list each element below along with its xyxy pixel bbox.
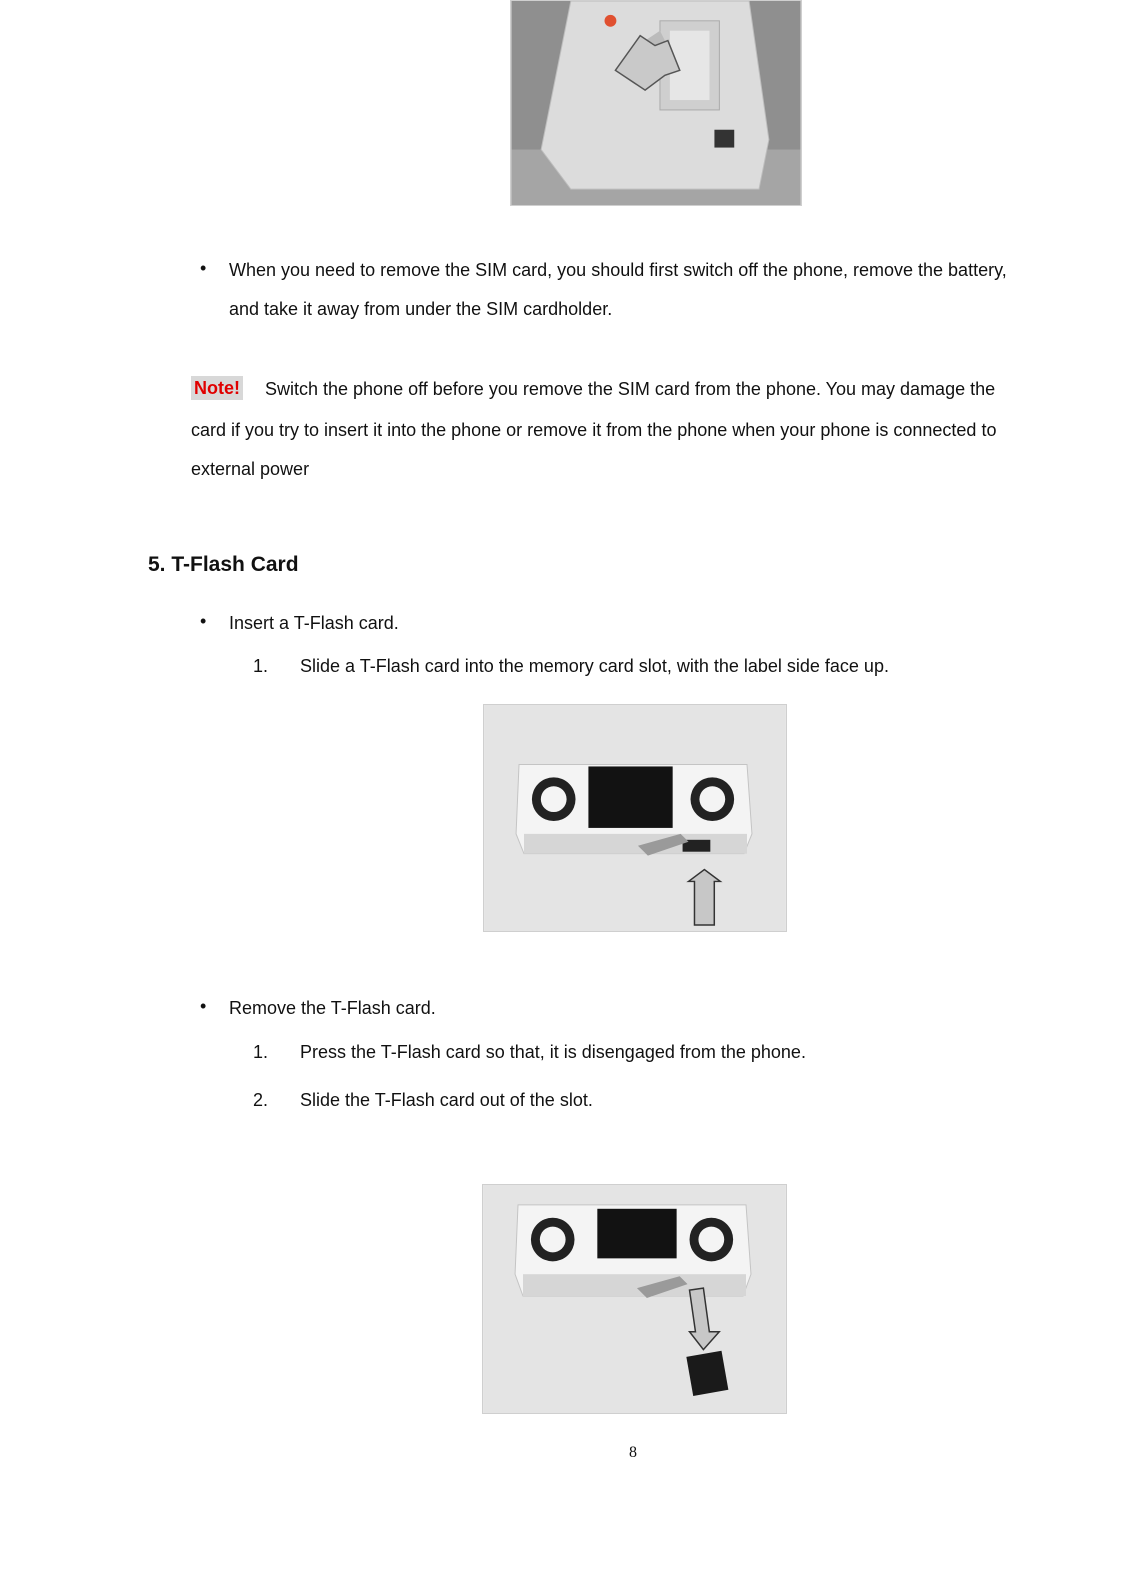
tflash-remove-illustration <box>483 1185 786 1413</box>
tflash-remove-photo <box>482 1184 787 1414</box>
bullet-dot: • <box>200 996 207 1016</box>
remove-bullet: Remove the T-Flash card. <box>229 998 436 1018</box>
note-line1: Switch the phone off before you remove the SIM card from the phone. You may damage the <box>265 379 996 399</box>
sim-remove-bullet-line1: When you need to remove the SIM card, you should first switch off the phone, remove the battery, <box>229 260 1007 280</box>
remove-step-text: Press the T-Flash card so that, it is disengaged from the phone. <box>300 1042 806 1062</box>
section-heading: 5. T-Flash Card <box>148 553 299 576</box>
remove-step-number: 1. <box>253 1042 269 1062</box>
sim-card-photo <box>510 0 802 206</box>
remove-step-number: 2. <box>253 1090 269 1110</box>
tflash-insert-illustration <box>484 705 786 931</box>
bullet-dot: • <box>200 611 207 631</box>
note-line3: external power <box>191 459 310 479</box>
sim-card-illustration <box>511 1 801 205</box>
note-line2: card if you try to insert it into the phone or remove it from the phone when your phone is connected to <box>191 420 997 440</box>
insert-step-text: Slide a T-Flash card into the memory card slot, with the label side face up. <box>300 656 889 676</box>
sim-remove-bullet-line2: and take it away from under the SIM cardholder. <box>229 299 613 319</box>
tflash-insert-photo <box>483 704 787 932</box>
insert-bullet: Insert a T-Flash card. <box>229 613 399 633</box>
note-label: Note! <box>191 376 243 400</box>
insert-step-number: 1. <box>253 656 269 676</box>
remove-step-text: Slide the T-Flash card out of the slot. <box>300 1090 593 1110</box>
page-number: 8 <box>629 1444 637 1461</box>
bullet-dot: • <box>200 258 207 278</box>
